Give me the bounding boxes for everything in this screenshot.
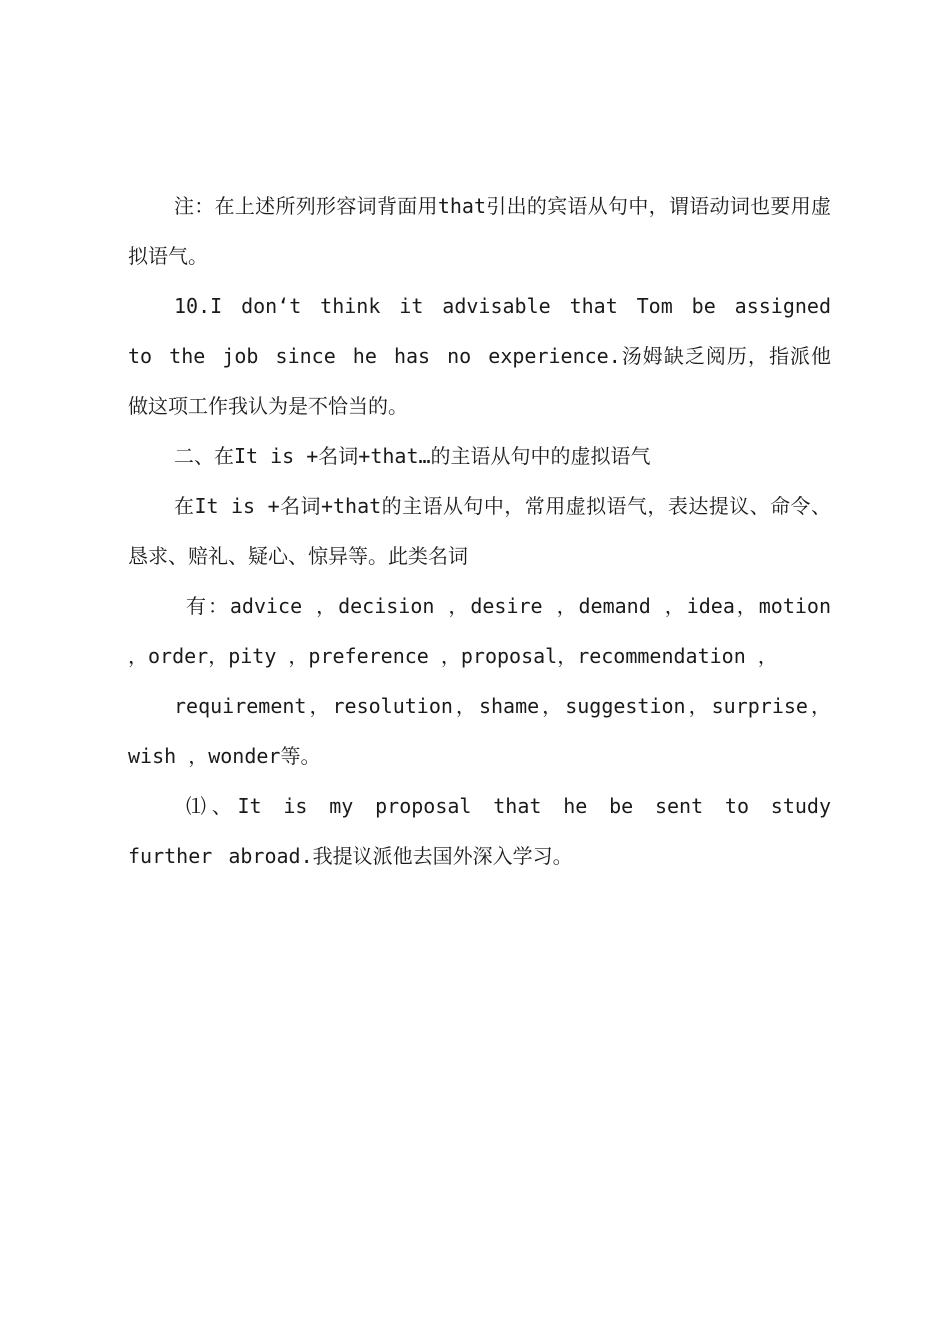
section-intro-paragraph: 在It is +名词+that的主语从句中，常用虚拟语气，表达提议、命令、恳求、赔礼、疑心、惊异等。此类名词: [128, 494, 831, 568]
note-paragraph: 注：在上述所列形容词背面用that引出的宾语从句中，谓语动词也要用虚拟语气。: [128, 194, 831, 268]
noun-list-continued-paragraph: requirement，resolution，shame，suggestion，surprise，wish ，wonder等。: [128, 694, 831, 768]
section-heading: 二、在It is +名词+that…的主语从句中的虚拟语气: [174, 444, 651, 468]
document-body: [128, 181, 831, 881]
example-10-paragraph: 10.I don‘t think it advisable that Tom be assigned to the job since he has no experience.汤姆缺乏阅历，指派他做这项工作我认为是不恰当的。: [128, 294, 831, 418]
noun-list-paragraph: 有：advice ，decision ，desire ，demand ，idea，motion ，order，pity ，preference ，proposal，recommendation ，: [128, 594, 831, 668]
example-1-paragraph: ⑴、It is my proposal that he be sent to study further abroad.我提议派他去国外深入学习。: [128, 794, 831, 868]
